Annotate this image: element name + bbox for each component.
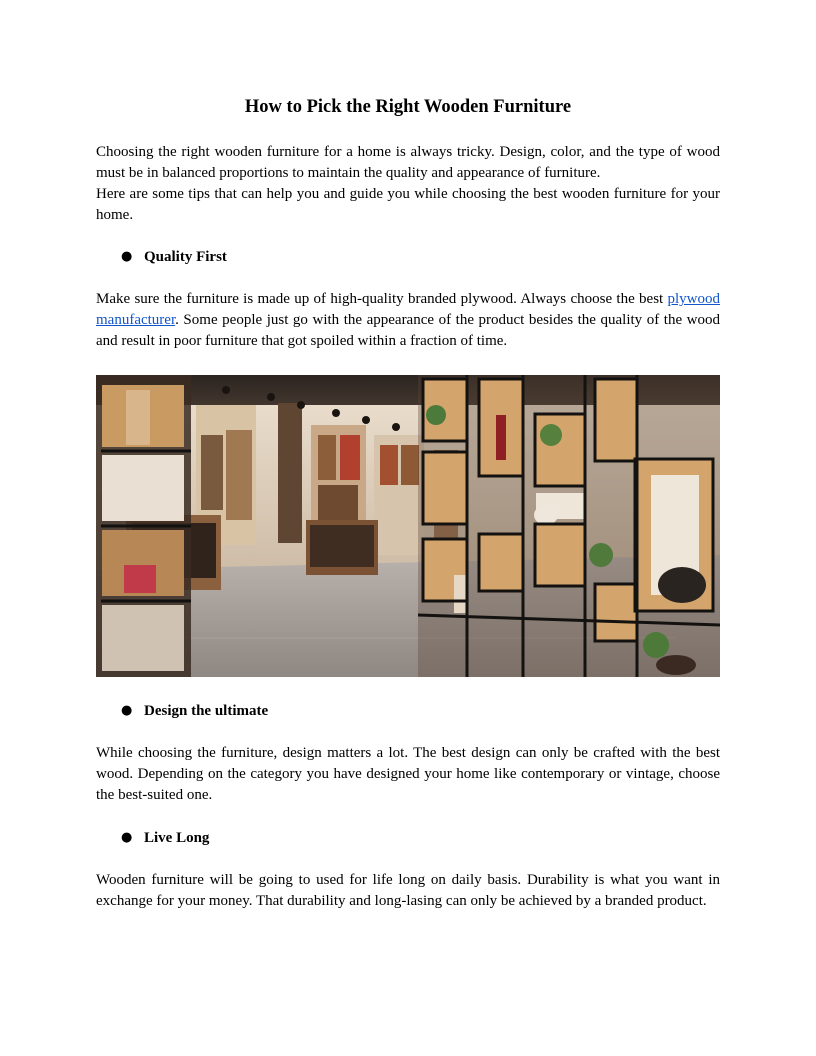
section-heading-design-the-ultimate — [96, 700, 720, 722]
section-body-quality-first — [96, 289, 720, 352]
live-long-text: Wooden furniture will be going to used for life long on daily basis. Durability is what you want in exchange for your money. That durability and long-lasing can only be achieved by a branded product. — [96, 872, 720, 909]
page-title: How to Pick the Right Wooden Furniture — [244, 97, 572, 117]
section-heading-live-long — [96, 827, 720, 849]
intro-text-1: Choosing the right wooden furniture for a home is always tricky. Design, color, and the type of wood must be in balanced proportions to maintain the quality and appearance of furniture. — [96, 144, 720, 181]
section-heading-label: Design the ultimate — [144, 703, 269, 719]
bullet-icon: ● — [121, 830, 133, 845]
quality-text-after-link: . Some people just go with the appearance of the product besides the quality of the wood and result in poor furniture that got spoiled within a fraction of time. — [96, 312, 720, 349]
intro-paragraph — [96, 142, 720, 226]
bullet-icon: ● — [121, 703, 133, 718]
section-heading-label: Live Long — [144, 830, 210, 846]
design-text: While choosing the furniture, design matters a lot. The best design can only be crafted with the best wood. Depending on the category you have designed your home like contemporary or vintage, choose the best-suited one. — [96, 745, 720, 803]
section-heading-quality-first — [96, 246, 720, 268]
section-body-design-the-ultimate — [96, 743, 720, 806]
plywood-manufacturer-link[interactable]: plywood manufacturer — [96, 291, 720, 328]
section-body-live-long — [96, 870, 720, 912]
intro-text-2: Here are some tips that can help you and guide you while choosing the best wooden furniture for your home. — [96, 186, 720, 223]
bullet-icon: ● — [121, 249, 133, 264]
quality-text-before-link: Make sure the furniture is made up of high-quality branded plywood. Always choose the best — [96, 291, 668, 307]
showroom-photo — [96, 375, 720, 677]
section-heading-label: Quality First — [144, 249, 227, 265]
